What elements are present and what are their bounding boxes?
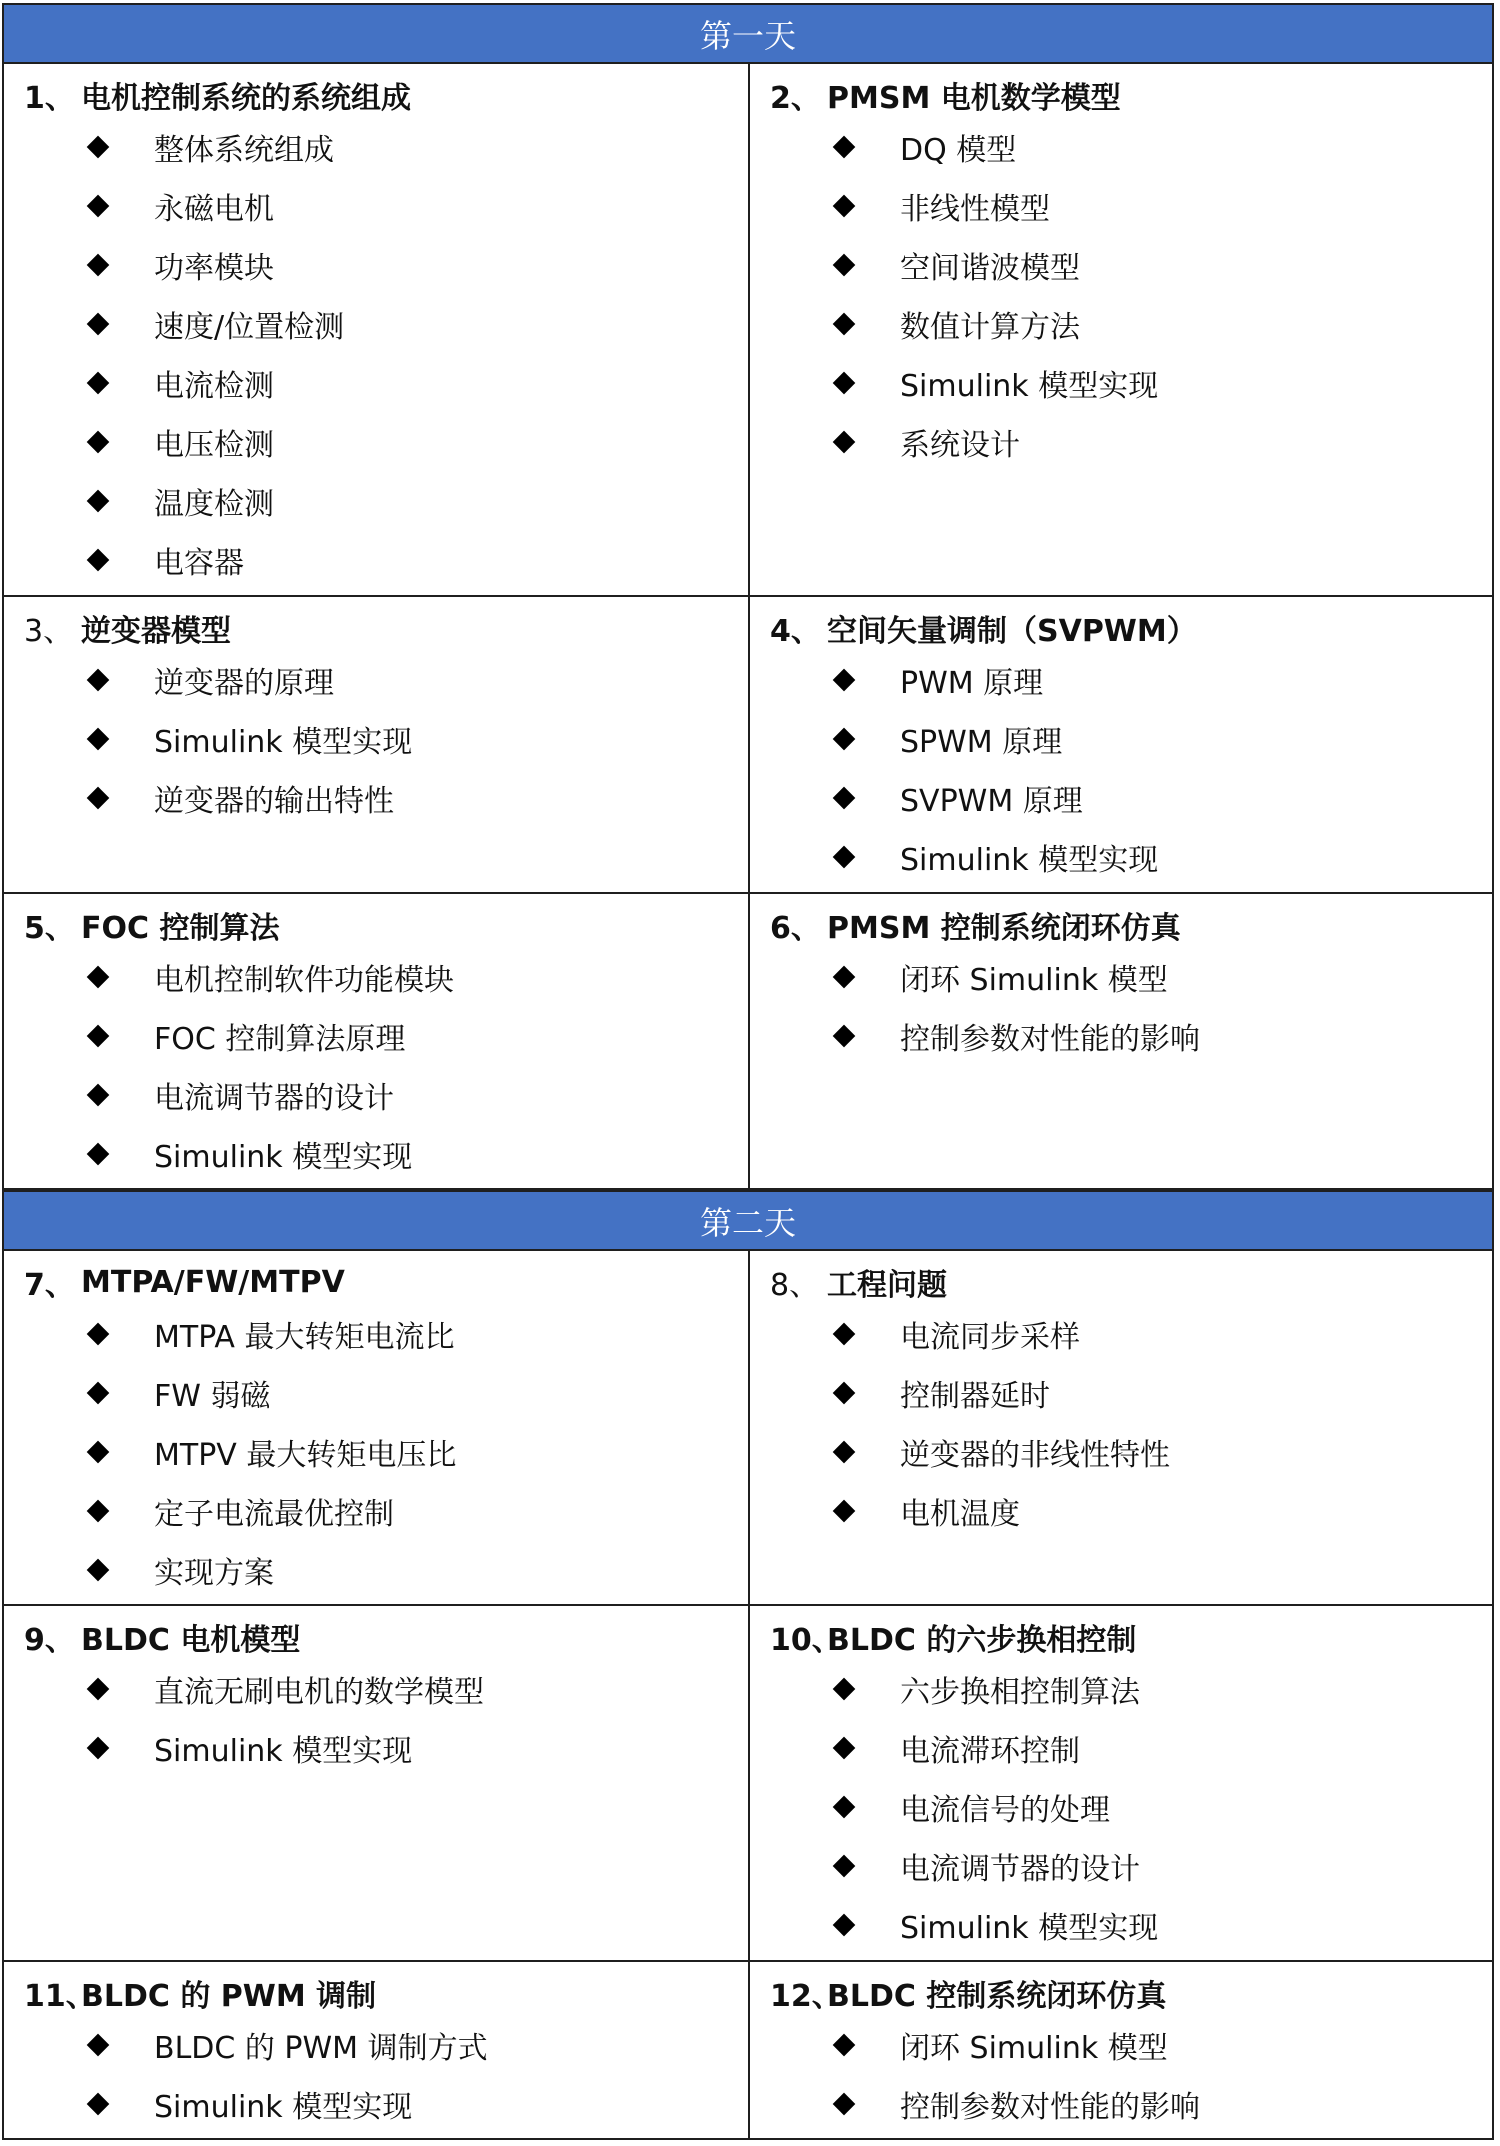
list-item	[770, 2074, 1492, 2133]
list-item-text: 空间谐波模型	[900, 250, 1080, 286]
list-item	[770, 827, 1492, 886]
list-item	[24, 471, 748, 530]
list-item	[770, 117, 1492, 176]
list-item-text: 控制器延时	[900, 1378, 1050, 1414]
diamond-bullet-icon	[87, 253, 110, 276]
section-row	[2, 1962, 1494, 2140]
list-item	[24, 2074, 748, 2133]
section-title-text: 工程问题	[827, 1268, 947, 1303]
topic-list	[770, 650, 1492, 886]
section-number: 8、	[770, 1268, 820, 1303]
diamond-bullet-icon	[87, 786, 110, 809]
diamond-bullet-icon	[833, 1440, 856, 1463]
diamond-bullet-icon	[87, 1499, 110, 1522]
section-number: 10、	[770, 1623, 842, 1658]
list-item	[770, 650, 1492, 709]
list-item-text: 功率模块	[154, 250, 274, 286]
list-item-text: 逆变器的非线性特性	[900, 1437, 1170, 1473]
section-title	[770, 1615, 1492, 1659]
diamond-bullet-icon	[833, 1677, 856, 1700]
list-item	[770, 1895, 1492, 1954]
list-item-text: 整体系统组成	[154, 132, 334, 168]
list-item	[24, 768, 748, 827]
list-item	[770, 412, 1492, 471]
section-title	[24, 1260, 748, 1304]
diamond-bullet-icon	[87, 668, 110, 691]
list-item-text: 控制参数对性能的影响	[900, 2089, 1200, 2125]
list-item-text: Simulink 模型实现	[900, 368, 1159, 404]
diamond-bullet-icon	[833, 2033, 856, 2056]
list-item-text: 电流滞环控制	[900, 1733, 1080, 1769]
list-item	[770, 1718, 1492, 1777]
diamond-bullet-icon	[87, 194, 110, 217]
section-title-text: 空间矢量调制（SVPWM）	[827, 614, 1197, 649]
list-item	[770, 1422, 1492, 1481]
list-item-text: 永磁电机	[154, 191, 274, 227]
list-item-text: FOC 控制算法原理	[154, 1021, 406, 1057]
diamond-bullet-icon	[87, 548, 110, 571]
diamond-bullet-icon	[87, 1142, 110, 1165]
list-item-text: 电容器	[154, 545, 244, 581]
list-item	[24, 1481, 748, 1540]
section-title-text: BLDC 控制系统闭环仿真	[827, 1979, 1167, 2014]
diamond-bullet-icon	[87, 312, 110, 335]
section-number: 2、	[770, 81, 821, 116]
topic-list	[24, 2015, 748, 2133]
section-number: 9、	[24, 1623, 75, 1658]
topic-list	[24, 650, 748, 827]
list-item	[24, 650, 748, 709]
list-item	[24, 1124, 748, 1183]
diamond-bullet-icon	[833, 2092, 856, 2115]
list-item-text: 逆变器的输出特性	[154, 783, 394, 819]
list-item	[24, 1422, 748, 1481]
diamond-bullet-icon	[87, 1322, 110, 1345]
section-title	[24, 73, 748, 117]
list-item	[770, 1363, 1492, 1422]
diamond-bullet-icon	[87, 1024, 110, 1047]
diamond-bullet-icon	[833, 135, 856, 158]
list-item-text: 六步换相控制算法	[900, 1674, 1140, 1710]
list-item	[24, 947, 748, 1006]
section-title	[24, 606, 748, 650]
list-item	[770, 2015, 1492, 2074]
diamond-bullet-icon	[833, 1322, 856, 1345]
list-item	[24, 709, 748, 768]
section-title-text: PMSM 电机数学模型	[827, 81, 1121, 116]
list-item	[770, 1304, 1492, 1363]
list-item-text: 闭环 Simulink 模型	[900, 962, 1168, 998]
section-row	[2, 1251, 1494, 1606]
list-item	[770, 1777, 1492, 1836]
topic-list	[24, 947, 748, 1183]
day-header: 第一天	[2, 3, 1494, 64]
list-item-text: 系统设计	[900, 427, 1020, 463]
list-item	[770, 768, 1492, 827]
section-cell	[4, 1606, 748, 1960]
list-item-text: 电机温度	[900, 1496, 1020, 1532]
list-item-text: 电流调节器的设计	[900, 1851, 1140, 1887]
list-item-text: DQ 模型	[900, 132, 1017, 168]
list-item-text: 电流信号的处理	[900, 1792, 1110, 1828]
list-item	[24, 235, 748, 294]
list-item-text: Simulink 模型实现	[900, 1910, 1159, 1946]
topic-list	[770, 1659, 1492, 1954]
list-item	[770, 1836, 1492, 1895]
list-item-text: 直流无刷电机的数学模型	[154, 1674, 484, 1710]
section-title-text: FOC 控制算法	[81, 911, 280, 946]
section-cell	[4, 64, 748, 595]
diamond-bullet-icon	[833, 668, 856, 691]
section-row	[2, 894, 1494, 1190]
list-item-text: 控制参数对性能的影响	[900, 1021, 1200, 1057]
diamond-bullet-icon	[833, 371, 856, 394]
section-number: 12、	[770, 1979, 842, 2014]
diamond-bullet-icon	[833, 845, 856, 868]
list-item-text: 实现方案	[154, 1555, 274, 1591]
list-item-text: SPWM 原理	[900, 724, 1063, 760]
diamond-bullet-icon	[87, 1381, 110, 1404]
list-item	[24, 1718, 748, 1777]
section-title-text: 逆变器模型	[81, 614, 231, 649]
section-title-text: MTPA/FW/MTPV	[81, 1264, 345, 1300]
diamond-bullet-icon	[833, 1499, 856, 1522]
list-item	[770, 294, 1492, 353]
section-number: 11、	[24, 1979, 96, 2014]
diamond-bullet-icon	[833, 1854, 856, 1877]
diamond-bullet-icon	[87, 965, 110, 988]
section-title	[770, 903, 1492, 947]
topic-list	[24, 1304, 748, 1599]
list-item-text: Simulink 模型实现	[154, 1733, 413, 1769]
list-item	[770, 1006, 1492, 1065]
list-item	[24, 1363, 748, 1422]
list-item-text: 电流同步采样	[900, 1319, 1080, 1355]
list-item-text: Simulink 模型实现	[154, 2089, 413, 2125]
diamond-bullet-icon	[833, 253, 856, 276]
section-title	[24, 903, 748, 947]
section-title	[24, 1971, 748, 2015]
diamond-bullet-icon	[87, 727, 110, 750]
course-schedule-table	[2, 3, 1494, 2140]
diamond-bullet-icon	[833, 1024, 856, 1047]
list-item	[24, 1006, 748, 1065]
list-item-text: FW 弱磁	[154, 1378, 271, 1414]
diamond-bullet-icon	[833, 312, 856, 335]
list-item-text: 电机控制软件功能模块	[154, 962, 454, 998]
diamond-bullet-icon	[87, 1558, 110, 1581]
diamond-bullet-icon	[833, 194, 856, 217]
section-number: 4、	[770, 614, 821, 649]
diamond-bullet-icon	[833, 727, 856, 750]
section-row	[2, 1606, 1494, 1962]
diamond-bullet-icon	[833, 1913, 856, 1936]
section-number: 6、	[770, 911, 821, 946]
list-item	[24, 530, 748, 589]
list-item-text: SVPWM 原理	[900, 783, 1083, 819]
diamond-bullet-icon	[87, 489, 110, 512]
section-cell	[4, 1251, 748, 1604]
list-item	[770, 176, 1492, 235]
diamond-bullet-icon	[833, 786, 856, 809]
list-item-text: 闭环 Simulink 模型	[900, 2030, 1168, 2066]
list-item	[770, 353, 1492, 412]
list-item-text: MTPA 最大转矩电流比	[154, 1319, 455, 1355]
diamond-bullet-icon	[87, 2033, 110, 2056]
diamond-bullet-icon	[87, 1083, 110, 1106]
list-item-text: 温度检测	[154, 486, 274, 522]
topic-list	[770, 2015, 1492, 2133]
section-title-text: 电机控制系统的系统组成	[81, 81, 411, 116]
section-number: 5、	[24, 911, 75, 946]
section-number: 3、	[24, 614, 74, 649]
diamond-bullet-icon	[87, 2092, 110, 2115]
list-item	[770, 1481, 1492, 1540]
section-cell	[4, 894, 748, 1188]
list-item-text: 定子电流最优控制	[154, 1496, 394, 1532]
section-number: 7、	[24, 1268, 75, 1303]
list-item-text: 速度/位置检测	[154, 309, 345, 345]
diamond-bullet-icon	[87, 371, 110, 394]
list-item	[24, 2015, 748, 2074]
section-title-text: PMSM 控制系统闭环仿真	[827, 911, 1181, 946]
list-item-text: Simulink 模型实现	[154, 724, 413, 760]
list-item-text: 电压检测	[154, 427, 274, 463]
list-item-text: 电流调节器的设计	[154, 1080, 394, 1116]
section-cell	[748, 597, 1492, 892]
topic-list	[770, 947, 1492, 1065]
list-item-text: Simulink 模型实现	[900, 842, 1159, 878]
diamond-bullet-icon	[833, 430, 856, 453]
section-title-text: BLDC 的六步换相控制	[827, 1623, 1137, 1658]
section-title-text: BLDC 的 PWM 调制	[81, 1979, 377, 2014]
diamond-bullet-icon	[833, 1381, 856, 1404]
section-number: 1、	[24, 81, 75, 116]
section-title	[770, 73, 1492, 117]
section-title	[770, 1971, 1492, 2015]
section-cell	[748, 1251, 1492, 1604]
list-item	[24, 1659, 748, 1718]
list-item	[770, 1659, 1492, 1718]
diamond-bullet-icon	[87, 1736, 110, 1759]
topic-list	[24, 117, 748, 589]
section-title	[770, 606, 1492, 650]
list-item-text: BLDC 的 PWM 调制方式	[154, 2030, 488, 2066]
diamond-bullet-icon	[833, 1736, 856, 1759]
list-item	[24, 294, 748, 353]
list-item	[770, 235, 1492, 294]
topic-list	[770, 117, 1492, 471]
section-row	[2, 64, 1494, 597]
section-title	[770, 1260, 1492, 1304]
list-item-text: MTPV 最大转矩电压比	[154, 1437, 457, 1473]
section-cell	[4, 597, 748, 892]
diamond-bullet-icon	[87, 135, 110, 158]
list-item-text: 非线性模型	[900, 191, 1050, 227]
diamond-bullet-icon	[833, 1795, 856, 1818]
list-item	[24, 1540, 748, 1599]
list-item-text: 数值计算方法	[900, 309, 1080, 345]
section-title-text: BLDC 电机模型	[81, 1623, 301, 1658]
diamond-bullet-icon	[87, 430, 110, 453]
list-item	[24, 412, 748, 471]
topic-list	[770, 1304, 1492, 1540]
list-item-text: 电流检测	[154, 368, 274, 404]
list-item-text: PWM 原理	[900, 665, 1044, 701]
section-cell	[748, 894, 1492, 1188]
list-item	[770, 947, 1492, 1006]
section-cell	[4, 1962, 748, 2138]
list-item	[24, 353, 748, 412]
day-header: 第二天	[2, 1190, 1494, 1251]
list-item	[24, 176, 748, 235]
list-item	[24, 1065, 748, 1124]
section-cell	[748, 64, 1492, 595]
list-item	[24, 117, 748, 176]
list-item-text: 逆变器的原理	[154, 665, 334, 701]
section-cell	[748, 1962, 1492, 2138]
list-item	[770, 709, 1492, 768]
list-item	[24, 1304, 748, 1363]
topic-list	[24, 1659, 748, 1777]
section-row	[2, 597, 1494, 894]
list-item-text: Simulink 模型实现	[154, 1139, 413, 1175]
section-title	[24, 1615, 748, 1659]
section-cell	[748, 1606, 1492, 1960]
diamond-bullet-icon	[87, 1677, 110, 1700]
diamond-bullet-icon	[833, 965, 856, 988]
diamond-bullet-icon	[87, 1440, 110, 1463]
